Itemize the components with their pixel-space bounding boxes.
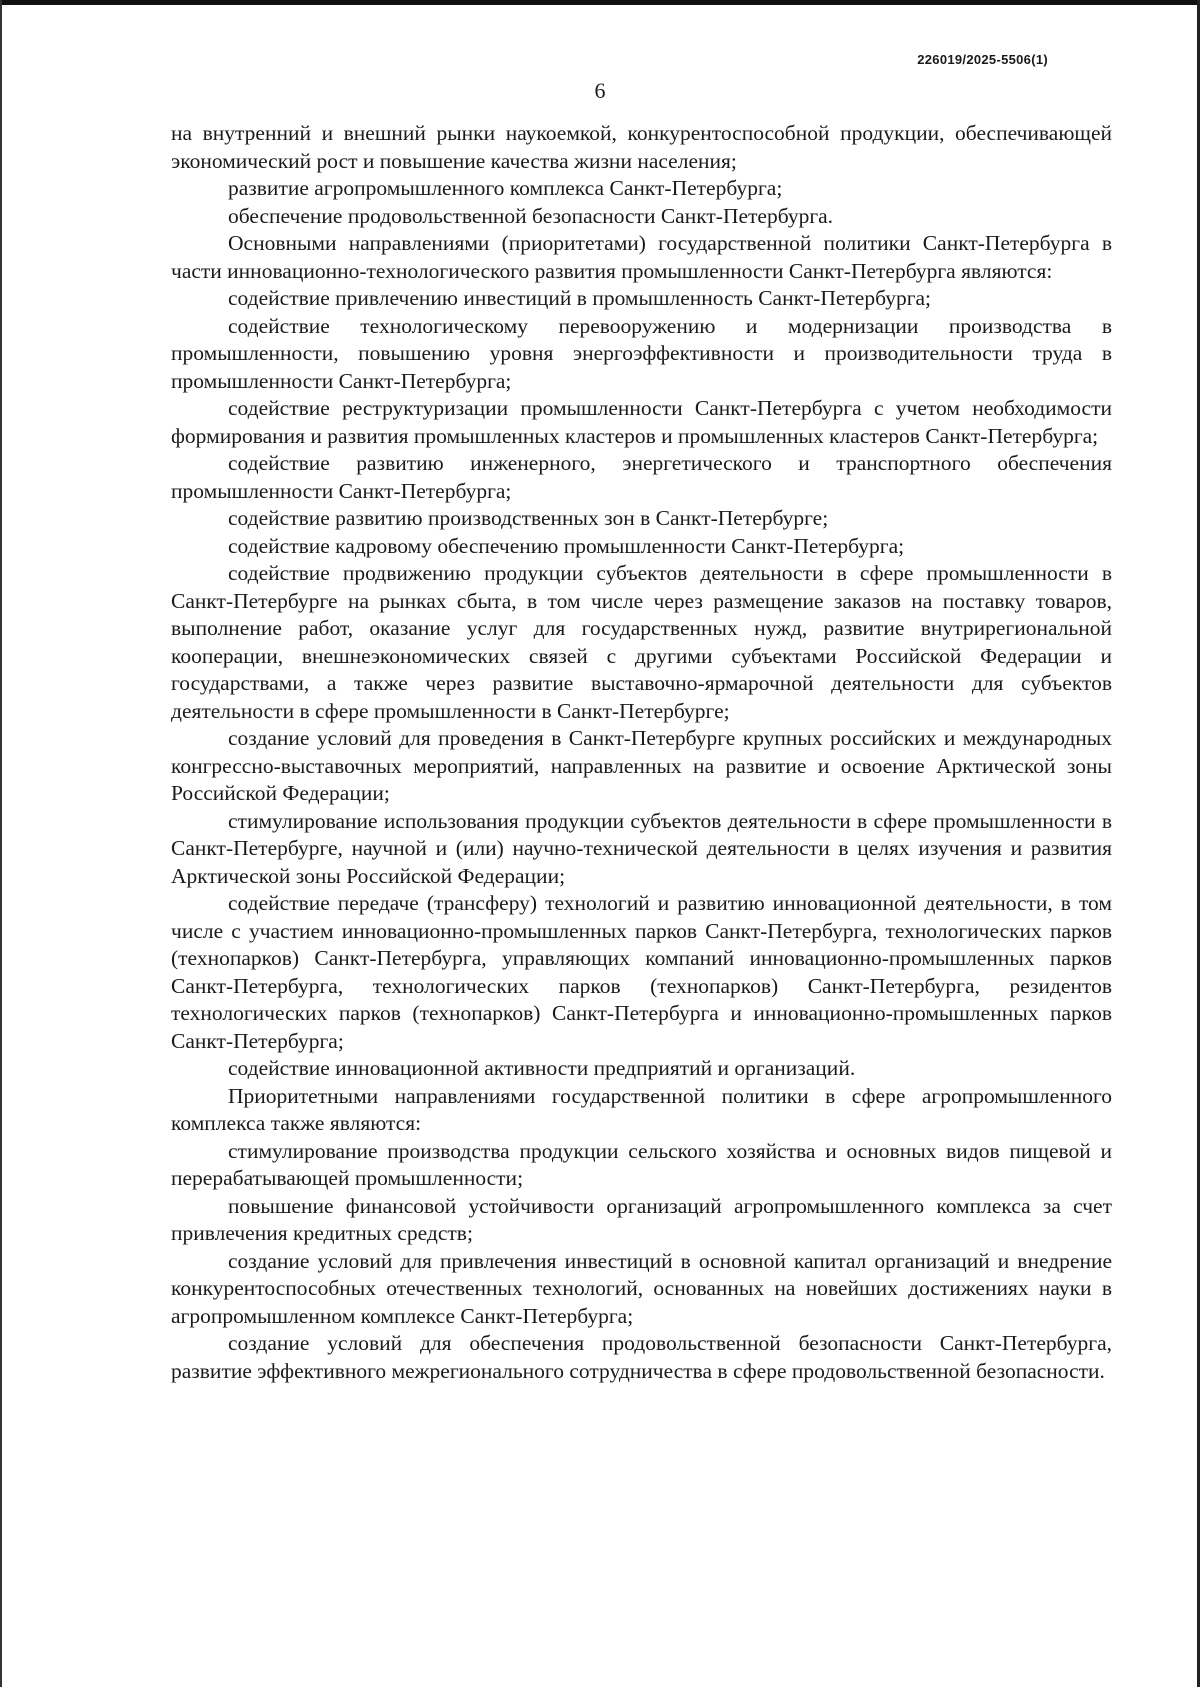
paragraph: содействие инновационной активности предприятий и организаций. xyxy=(228,1056,856,1080)
paragraph: Основными направлениями (приоритетами) государственной политики Санкт-Петербурга в части инновационно-технологического развития промышленности Санкт-Петербурга являются: xyxy=(171,231,1112,283)
registration-number: 226019/2025-5506(1) xyxy=(917,52,1048,67)
paragraph: содействие развитию инженерного, энергетического и транспортного обеспечения промышленности Санкт-Петербурга; xyxy=(171,451,1112,503)
paragraph: содействие технологическому перевооружению и модернизации производства в промышленности, повышению уровня энергоэффективности и производительности труда в промышленности Санкт-Петербурга; xyxy=(171,313,1112,393)
paragraph: содействие развитию производственных зон в Санкт-Петербурге; xyxy=(228,506,829,530)
paragraph: повышение финансовой устойчивости организаций агропромышленного комплекса за счет привлечения кредитных средств; xyxy=(171,1193,1112,1245)
paragraph: стимулирование использования продукции субъектов деятельности в сфере промышленности в Санкт-Петербурге, научной и (или) научно-технической деятельности в целях изучения и развития Арктической зоны Российской Федерации; xyxy=(171,808,1112,888)
scan-border-top xyxy=(0,0,1200,5)
paragraph: содействие продвижению продукции субъектов деятельности в сфере промышленности в Санкт-Петербурге на рынках сбыта, в том числе через размещение заказов на поставку товаров, выполнение работ, оказание услуг для государственных нужд, развитие внутрирегиональной кооперации, внешнеэкономических связей с другими субъектами Российской Федерации и государствами, а также через развитие выставочно-ярмарочной деятельности для субъектов деятельности в сфере промышленности в Санкт-Петербурге; xyxy=(171,561,1112,723)
paragraph: содействие кадровому обеспечению промышленности Санкт-Петербурга; xyxy=(228,533,905,558)
paragraph: создание условий для обеспечения продовольственной безопасности Санкт-Петербурга, развитие эффективного межрегионального сотрудничества в сфере продовольственной безопасности. xyxy=(171,1331,1112,1383)
paragraph: создание условий для привлечения инвестиций в основной капитал организаций и внедрение конкурентоспособных отечественных технологий, основанных на новейших достижениях науки в агропромышленном комплексе Санкт-Петербурга; xyxy=(171,1248,1112,1328)
page-number: 6 xyxy=(594,78,606,103)
paragraph: на внутренний и внешний рынки наукоемкой, конкурентоспособной продукции, обеспечивающей экономический рост и повышение качества жизни населения; xyxy=(171,121,1112,173)
paragraph: содействие реструктуризации промышленности Санкт-Петербурга с учетом необходимости формирования и развития промышленных кластеров и промышленных кластеров Санкт-Петербурга; xyxy=(171,396,1112,448)
paragraph: Приоритетными направлениями государственной политики в сфере агропромышленного комплекса также являются: xyxy=(171,1083,1112,1135)
paragraph: развитие агропромышленного комплекса Санкт-Петербурга; xyxy=(228,176,783,200)
paragraph: создание условий для проведения в Санкт-Петербурге крупных российских и международных конгрессно-выставочных мероприятий, направленных на развитие и освоение Арктической зоны Российской Федерации; xyxy=(171,726,1112,805)
paragraph: стимулирование производства продукции сельского хозяйства и основных видов пищевой и перерабатывающей промышленности; xyxy=(171,1138,1112,1190)
paragraph: обеспечение продовольственной безопасности Санкт-Петербурга. xyxy=(228,203,834,228)
scan-border-left xyxy=(0,0,2,1687)
document-body xyxy=(171,120,1112,1385)
paragraph: содействие привлечению инвестиций в промышленность Санкт-Петербурга; xyxy=(228,286,932,310)
paragraph: содействие передаче (трансферу) технологий и развитию инновационной деятельности, в том числе с участием инновационно-промышленных парков Санкт-Петербурга, технологических парков (технопарков) Санкт-Петербурга, управляющих компаний инновационно-промышленных парков Санкт-Петербурга, технологических парков (технопарков) Санкт-Петербурга, резидентов технологических парков (технопарков) Санкт-Петербурга и инновационно-промышленных парков Санкт-Петербурга; xyxy=(171,891,1112,1053)
